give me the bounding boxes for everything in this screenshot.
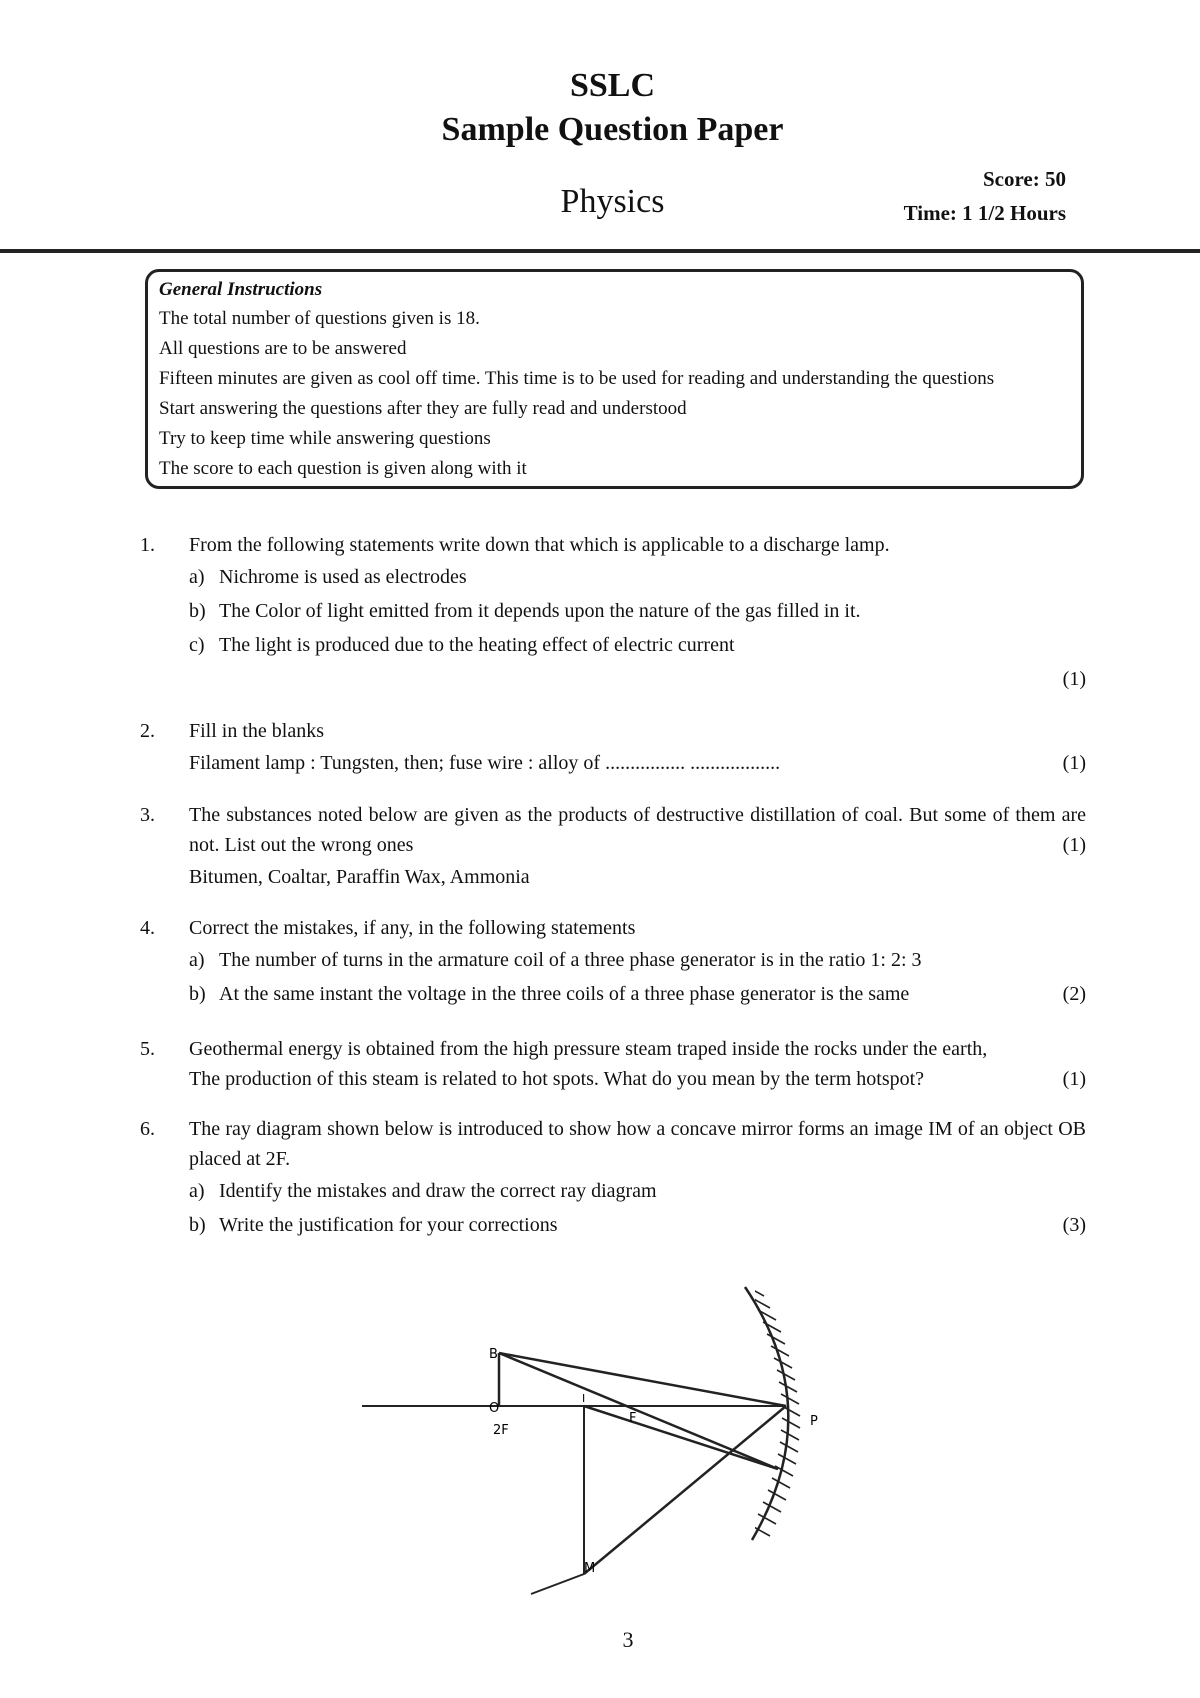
- question-number: 1.: [140, 534, 155, 556]
- label-f: F: [629, 1411, 637, 1426]
- question-number: 6.: [140, 1118, 155, 1140]
- ray-extension: [531, 1574, 584, 1594]
- label-i: I: [582, 1392, 586, 1405]
- label-2f: 2F: [493, 1423, 509, 1438]
- question-marks: (2): [1062, 983, 1086, 1005]
- question-marks: (1): [1062, 668, 1086, 690]
- question-text: Correct the mistakes, if any, in the following statements: [189, 917, 636, 939]
- concave-mirror: [745, 1287, 788, 1540]
- option-text: The number of turns in the armature coil of a three phase generator is in the ratio 1: 2: 3: [219, 949, 922, 971]
- question-marks: (1): [1062, 752, 1086, 774]
- exam-title: SSLC: [569, 67, 656, 104]
- exam-duration: Time: 1 1/2 Hours: [903, 201, 1066, 225]
- option-label: a): [189, 949, 205, 971]
- question-number: 4.: [140, 917, 155, 939]
- option-label: b): [189, 983, 206, 1005]
- instruction-line: The score to each question is given along with it: [159, 458, 527, 479]
- subject-title: Physics: [560, 183, 665, 220]
- question-number: 3.: [140, 804, 155, 826]
- instruction-line: Try to keep time while answering questions: [159, 428, 491, 449]
- label-b: B: [489, 1347, 498, 1362]
- question-marks: (1): [1062, 834, 1086, 856]
- question-text: The ray diagram shown below is introduced to show how a concave mirror forms an image IM of an object OB placed at 2F.: [189, 1118, 1086, 1170]
- option-text: Identify the mistakes and draw the correct ray diagram: [219, 1180, 657, 1202]
- label-o: O: [489, 1401, 500, 1416]
- option-text: The light is produced due to the heating effect of electric current: [219, 634, 735, 656]
- question-text: Geothermal energy is obtained from the high pressure steam traped inside the rocks under the earth,: [189, 1038, 988, 1060]
- option-label: a): [189, 566, 205, 588]
- ray-b-through-f: [499, 1353, 778, 1469]
- label-p: P: [810, 1414, 818, 1429]
- option-text: The Color of light emitted from it depends upon the nature of the gas filled in it.: [219, 600, 861, 622]
- option-text: Write the justification for your corrections: [219, 1214, 558, 1236]
- question-text: Fill in the blanks: [189, 720, 324, 742]
- option-label: c): [189, 634, 205, 656]
- instruction-line: Start answering the questions after they are fully read and understood: [159, 398, 687, 419]
- substance-list: Bitumen, Coaltar, Paraffin Wax, Ammonia: [189, 866, 530, 888]
- ray-b-to-p: [499, 1353, 786, 1406]
- question-marks: (3): [1062, 1214, 1086, 1236]
- instructions-title: General Instructions: [159, 279, 323, 300]
- option-text: Nichrome is used as electrodes: [219, 566, 467, 588]
- option-text: At the same instant the voltage in the three coils of a three phase generator is the same: [219, 983, 910, 1005]
- option-label: a): [189, 1180, 205, 1202]
- page-number: 3: [622, 1627, 634, 1652]
- question-text: From the following statements write down that which is applicable to a discharge lamp.: [189, 534, 890, 556]
- question-number: 5.: [140, 1038, 155, 1060]
- question-text-cont: The production of this steam is related to hot spots. What do you mean by the term hotspot?: [189, 1068, 925, 1090]
- instruction-line: Fifteen minutes are given as cool off time. This time is to be used for reading and understanding the questions: [159, 368, 995, 389]
- instruction-line: The total number of questions given is 18.: [159, 308, 480, 329]
- paper-title: Sample Question Paper: [441, 111, 784, 148]
- instruction-line: All questions are to be answered: [159, 338, 407, 359]
- question-number: 2.: [140, 720, 155, 742]
- total-score: Score: 50: [982, 167, 1066, 191]
- label-m: M: [584, 1561, 596, 1576]
- fill-blank-text: Filament lamp : Tungsten, then; fuse wire : alloy of ................ ..................: [189, 752, 781, 774]
- option-label: b): [189, 600, 206, 622]
- question-marks: (1): [1062, 1068, 1086, 1090]
- question-text: The substances noted below are given as the products of destructive distillation of coal. But some of them are not. List out the wrong ones: [189, 804, 1086, 856]
- option-label: b): [189, 1214, 206, 1236]
